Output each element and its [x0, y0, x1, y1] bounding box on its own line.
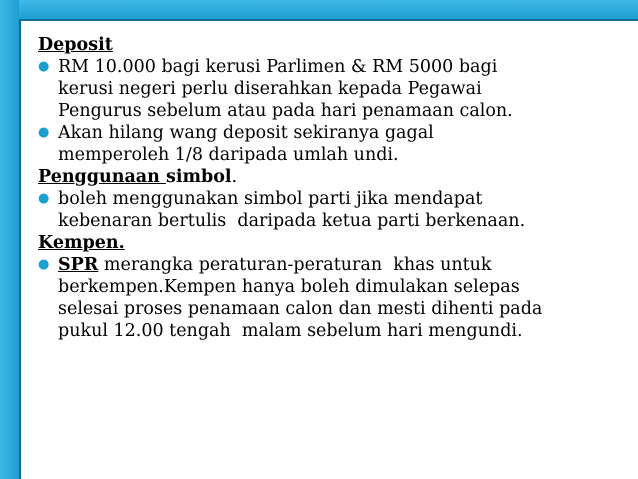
- bullet-line: berkempen.Kempen hanya boleh dimulakan selepas: [58, 277, 520, 297]
- bullet-text: [58, 122, 628, 166]
- bullet-deposit-lost: [38, 122, 628, 166]
- bullet-line: kebenaran bertulis daripada ketua parti berkenaan.: [58, 211, 526, 231]
- heading-part: simbol: [165, 167, 232, 187]
- heading-kempen-text: Kempen.: [38, 233, 125, 253]
- bullet-line: [58, 254, 628, 276]
- heading-part: Penggunaan: [38, 167, 166, 187]
- bullet-text: [58, 254, 628, 342]
- slide-frame-left-line: [19, 19, 21, 479]
- bullet-line: selesai proses penamaan calon dan mesti dihenti pada: [58, 299, 543, 319]
- heading-deposit: [38, 34, 628, 56]
- bullet-icon: ●: [38, 125, 50, 140]
- heading-part: .: [231, 167, 238, 187]
- bullet-line: kerusi negeri perlu diserahkan kepada Pegawai: [58, 79, 482, 99]
- bullet-deposit-amount: [38, 56, 628, 122]
- spr-label: SPR: [58, 255, 99, 275]
- bullet-simbol: [38, 188, 628, 232]
- bullet-line: RM 10.000 bagi kerusi Parlimen & RM 5000 bagi: [58, 57, 498, 77]
- bullet-line-rest: merangka peraturan-peraturan khas untuk: [98, 255, 492, 275]
- slide-frame-top-line: [0, 19, 638, 21]
- bullet-text: [58, 188, 628, 232]
- slide-frame-top: [0, 0, 638, 19]
- bullet-line: pukul 12.00 tengah malam sebelum hari mengundi.: [58, 321, 523, 341]
- slide-content: [38, 34, 628, 342]
- bullet-icon: ●: [38, 191, 50, 206]
- heading-penggunaan-simbol: [38, 166, 628, 188]
- bullet-text: [58, 56, 628, 122]
- bullet-icon: ●: [38, 257, 50, 272]
- heading-kempen: [38, 232, 628, 254]
- bullet-icon: ●: [38, 59, 50, 74]
- bullet-kempen: [38, 254, 628, 342]
- bullet-line: memperoleh 1/8 daripada umlah undi.: [58, 145, 399, 165]
- bullet-line: Pengurus sebelum atau pada hari penamaan calon.: [58, 101, 513, 121]
- bullet-line: boleh menggunakan simbol parti jika mendapat: [58, 189, 483, 209]
- bullet-line: Akan hilang wang deposit sekiranya gagal: [58, 123, 434, 143]
- heading-deposit-text: Deposit: [38, 35, 113, 55]
- slide-frame-left: [0, 0, 19, 479]
